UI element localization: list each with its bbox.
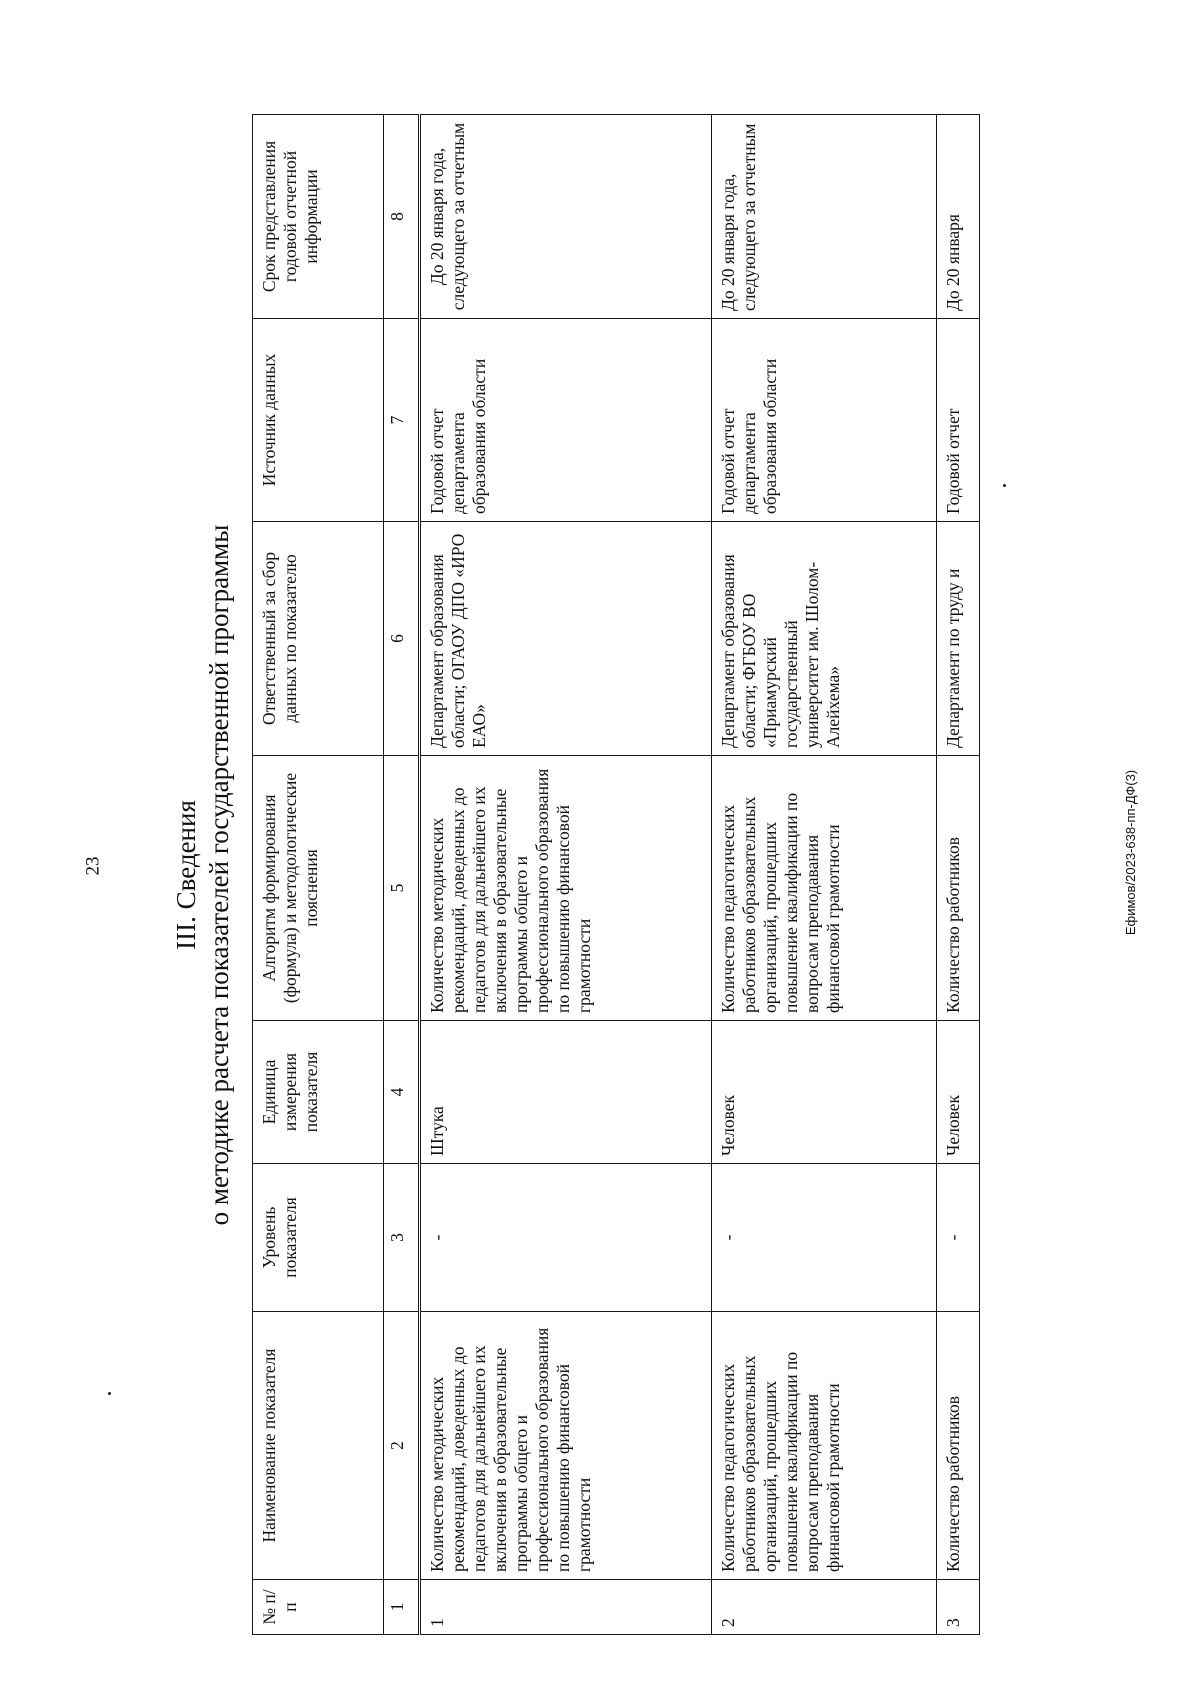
section-subtitle: о методике расчета показателей государственной программы — [204, 524, 234, 1226]
header-row — [253, 115, 384, 1635]
column-number: 4 — [384, 1021, 420, 1164]
column-number: 6 — [384, 522, 420, 756]
indicator-name: Количество педагогических работников образовательных организаций, прошедших повышение квалификации по вопросам преподавания финансовой грамотности — [712, 1312, 937, 1580]
column-number-row — [384, 115, 420, 1635]
landscape-page — [170, 115, 1030, 1635]
indicator-name: Количество работников — [937, 1312, 980, 1580]
col-header-source: Источник данных — [253, 319, 384, 522]
indicators-methodology-table — [252, 114, 980, 1635]
page-number: 23 — [82, 856, 104, 876]
indicator-algorithm: Количество работников — [937, 756, 980, 1021]
indicator-level: - — [937, 1164, 980, 1312]
indicator-unit: Человек — [937, 1021, 980, 1164]
indicator-unit: Штука — [420, 1021, 712, 1164]
document-code: Ефимов/2023-638-пп-ДФ(3) — [1123, 769, 1139, 936]
indicator-deadline: До 20 января года, следующего за отчетным — [420, 115, 712, 319]
indicator-source: Годовой отчет департамента образования области — [420, 319, 712, 522]
col-header-name: Наименование показателя — [253, 1312, 384, 1580]
indicator-unit: Человек — [712, 1021, 937, 1164]
scan-speck — [108, 1392, 111, 1395]
row-number: 3 — [937, 1580, 980, 1635]
indicator-source: Годовой отчет департамента образования области — [712, 319, 937, 522]
indicator-algorithm: Количество педагогических работников образовательных организаций, прошедших повышение квалификации по вопросам преподавания финансовой грамотности — [712, 756, 937, 1021]
table-row — [712, 115, 937, 1635]
col-header-responsible: Ответственный за сбор данных по показателю — [253, 522, 384, 756]
indicator-algorithm: Количество методических рекомендаций, доведенных до педагогов для дальнейшего их включения в образовательные программы общего и профессионального образования по повышению финансовой грамотности — [420, 756, 712, 1021]
col-header-algorithm: Алгоритм формирования (формула) и методологические пояснения — [253, 756, 384, 1021]
row-number: 2 — [712, 1580, 937, 1635]
indicator-responsible: Департамент образования области; ОГАОУ ДПО «ИРО ЕАО» — [420, 522, 712, 756]
col-header-level: Уровень показателя — [253, 1164, 384, 1312]
indicator-level: - — [420, 1164, 712, 1312]
column-number: 7 — [384, 319, 420, 522]
col-header-unit: Единица измерения показателя — [253, 1021, 384, 1164]
row-number: 1 — [420, 1580, 712, 1635]
section-heading — [170, 115, 236, 1635]
column-number: 5 — [384, 756, 420, 1021]
indicator-responsible: Департамент по труду и — [937, 522, 980, 756]
indicator-deadline: До 20 января года, следующего за отчетным — [712, 115, 937, 319]
table-row — [420, 115, 712, 1635]
col-header-number: № п/п — [253, 1580, 384, 1635]
column-number: 1 — [384, 1580, 420, 1635]
col-header-deadline: Срок представления годовой отчетной информации — [253, 115, 384, 319]
column-number: 2 — [384, 1312, 420, 1580]
section-title: III. Сведения — [171, 800, 201, 950]
indicator-responsible: Департамент образования области; ФГБОУ ВО «Приамурский государственный университет им. Шолом-Алейхема» — [712, 522, 937, 756]
column-number: 8 — [384, 115, 420, 319]
indicator-source: Годовой отчет — [937, 319, 980, 522]
indicator-deadline: До 20 января — [937, 115, 980, 319]
indicator-level: - — [712, 1164, 937, 1312]
column-number: 3 — [384, 1164, 420, 1312]
indicator-name: Количество методических рекомендаций, доведенных до педагогов для дальнейшего их включения в образовательные программы общего и профессионального образования по повышению финансовой грамотности — [420, 1312, 712, 1580]
table-row — [937, 115, 980, 1635]
